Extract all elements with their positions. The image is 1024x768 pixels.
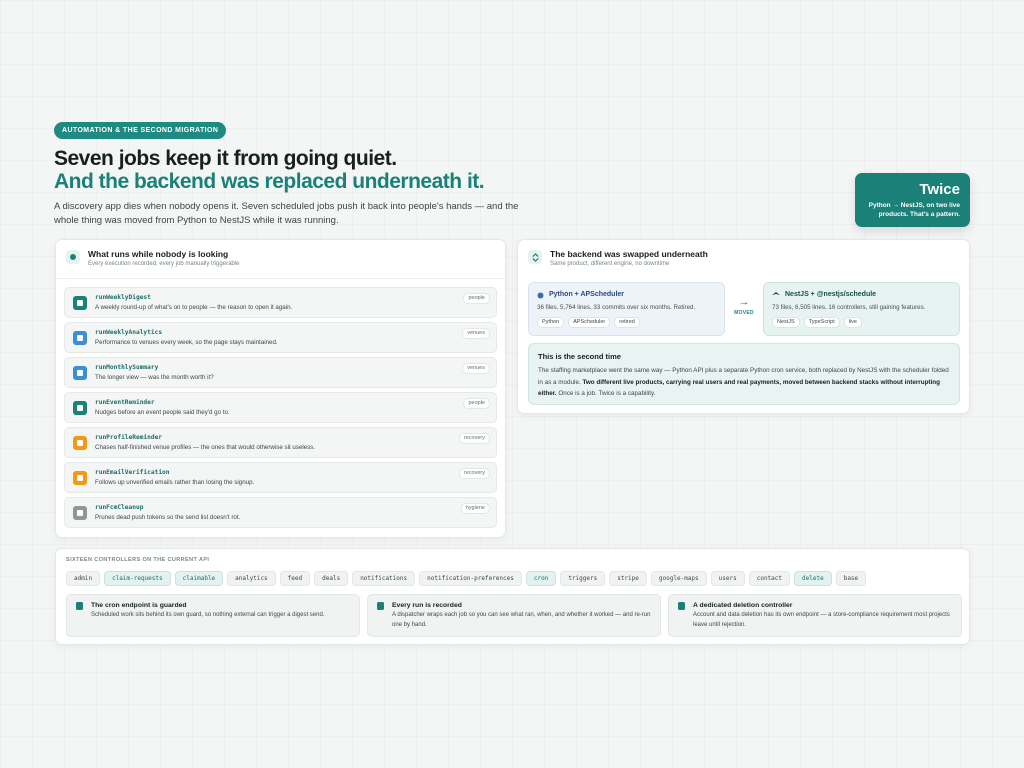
- twice-title: Twice: [919, 181, 960, 198]
- job-tag: recovery: [459, 433, 490, 444]
- feature-title: A dedicated deletion controller: [693, 602, 793, 609]
- headline-line-1: Seven jobs keep it from going quiet.: [54, 147, 397, 170]
- old-stack-heading: [537, 290, 716, 300]
- jobs-card-subtitle: Every execution recorded, every job manually triggerable: [88, 261, 240, 267]
- jobs-card-title: What runs while nobody is looking: [88, 249, 229, 259]
- feature-title: The cron endpoint is guarded: [91, 602, 187, 609]
- backend-card-title: The backend was swapped underneath: [550, 249, 708, 259]
- second-time-body-1: The staffing marketplace went the same way — Python API plus a separate Python cron service, both replaced by NestJS with the scheduler folded in as a module.: [538, 367, 949, 386]
- controller-chip: base: [836, 571, 866, 586]
- controller-chip: notifications: [352, 571, 415, 586]
- old-stack-tag: Python: [537, 317, 564, 328]
- swap-icon: [528, 250, 542, 264]
- new-stack-tags: [772, 317, 951, 328]
- job-desc: Follows up unverified emails rather than losing the signup.: [95, 479, 255, 486]
- old-stack-tags: [537, 317, 716, 328]
- controllers-list: [66, 571, 866, 586]
- job-tag: venues: [462, 328, 490, 339]
- moved-indicator: [728, 296, 760, 316]
- controller-chip: claimable: [175, 571, 224, 586]
- job-name: runFcmCleanup: [95, 504, 144, 511]
- controller-chip: users: [711, 571, 745, 586]
- trash-icon: [678, 602, 685, 610]
- controllers-label: SIXTEEN CONTROLLERS ON THE CURRENT API: [66, 557, 210, 563]
- old-stack-panel: [528, 282, 725, 336]
- job-icon: [73, 436, 87, 450]
- feature-desc: Account and data deletion has its own endpoint — a store-compliance requirement most projects leave until rejection.: [693, 612, 950, 628]
- job-row[interactable]: [64, 497, 497, 528]
- job-tag: people: [463, 398, 490, 409]
- job-icon: [73, 366, 87, 380]
- jobs-card: [55, 239, 506, 538]
- controller-chip: delete: [794, 571, 832, 586]
- moved-label: MOVED: [734, 310, 754, 316]
- lock-icon: [76, 602, 83, 610]
- job-row[interactable]: [64, 392, 497, 423]
- controller-chip: google-maps: [651, 571, 707, 586]
- job-icon: [73, 506, 87, 520]
- job-row[interactable]: [64, 357, 497, 388]
- controller-chip: analytics: [227, 571, 276, 586]
- job-icon: [73, 471, 87, 485]
- page-headline: [54, 147, 614, 193]
- new-stack-tag: NestJS: [772, 317, 800, 328]
- controllers-card: [55, 548, 970, 645]
- job-tag: venues: [462, 363, 490, 374]
- job-icon: [73, 401, 87, 415]
- controller-chip: stripe: [609, 571, 647, 586]
- job-row[interactable]: [64, 427, 497, 458]
- controller-chip: deals: [314, 571, 348, 586]
- job-desc: Prunes dead push tokens so the send list doesn't rot.: [95, 514, 241, 521]
- new-stack-panel: [763, 282, 960, 336]
- feature-box: [668, 594, 962, 637]
- job-tag: recovery: [459, 468, 490, 479]
- backend-card-header: [518, 240, 969, 278]
- new-stack-desc: 73 files, 6,505 lines, 16 controllers, still gaining features.: [772, 304, 926, 311]
- new-stack-tag: TypeScript: [804, 317, 840, 328]
- document-icon: [377, 602, 384, 610]
- new-stack-tag: live: [844, 317, 862, 328]
- job-row[interactable]: [64, 287, 497, 318]
- new-stack-title: NestJS + @nestjs/schedule: [785, 291, 877, 298]
- second-time-panel: [528, 343, 960, 405]
- headline-line-2: And the backend was replaced underneath it.: [54, 170, 485, 193]
- backend-card-subtitle: Same product, different engine, no downtime: [550, 261, 670, 267]
- job-name: runMonthlySummary: [95, 364, 159, 371]
- feature-box: [66, 594, 360, 637]
- feature-desc: Scheduled work sits behind its own guard, so nothing external can trigger a digest send.: [91, 612, 325, 618]
- old-stack-tag: APScheduler: [568, 317, 610, 328]
- job-desc: A weekly round-up of what's on to people — the reason to open it again.: [95, 304, 293, 311]
- feature-desc: A dispatcher wraps each job so you can see what ran, when, and whether it worked — and re-run one by hand.: [392, 612, 651, 628]
- job-name: runWeeklyAnalytics: [95, 329, 163, 336]
- python-dot-icon: [537, 292, 544, 299]
- job-name: runEmailVerification: [95, 469, 170, 476]
- old-stack-title: Python + APScheduler: [549, 291, 625, 298]
- controller-chip: cron: [526, 571, 556, 586]
- features-list: [66, 594, 962, 637]
- job-tag: people: [463, 293, 490, 304]
- controller-chip: claim-requests: [104, 571, 171, 586]
- jobs-card-header: [56, 240, 505, 279]
- job-name: runEventReminder: [95, 399, 155, 406]
- nestjs-logo-icon: [772, 292, 780, 299]
- job-desc: Chases half-finished venue profiles — the ones that would otherwise sit useless.: [95, 444, 316, 451]
- backend-card: [517, 239, 970, 414]
- twice-body: Python → NestJS, on two live products. That's a pattern.: [868, 202, 960, 218]
- job-tag: hygiene: [461, 503, 490, 514]
- arrow-right-icon: →: [738, 296, 750, 308]
- job-desc: Nudges before an event people said they'd go to.: [95, 409, 230, 416]
- status-dot-icon: [66, 250, 80, 264]
- section-eyebrow: AUTOMATION & THE SECOND MIGRATION: [54, 122, 226, 139]
- job-icon: [73, 331, 87, 345]
- second-time-body: [538, 365, 950, 400]
- twice-callout: [855, 173, 970, 227]
- controller-chip: admin: [66, 571, 100, 586]
- second-time-body-bold: Two different live products, carrying real users and real payments, moved between backend stacks without interrupting either.: [538, 378, 940, 397]
- job-name: runProfileReminder: [95, 434, 163, 441]
- second-time-title: This is the second time: [538, 352, 621, 361]
- job-desc: Performance to venues every week, so the page stays maintained.: [95, 339, 278, 346]
- second-time-body-2: Once is a job. Twice is a capability.: [558, 390, 656, 397]
- lede-paragraph: A discovery app dies when nobody opens it. Seven scheduled jobs push it back into people's hands — and the whole thing was moved from Python to NestJS while it was running.: [54, 201, 519, 226]
- job-desc: The longer view — was the month worth it?: [95, 374, 214, 381]
- controller-chip: contact: [749, 571, 790, 586]
- old-stack-desc: 36 files, 5,764 lines, 33 commits over six months. Retired.: [537, 304, 696, 311]
- jobs-list: [56, 279, 505, 528]
- controller-chip: notification-preferences: [419, 571, 522, 586]
- job-row[interactable]: [64, 322, 497, 353]
- new-stack-heading: [772, 290, 951, 300]
- controller-chip: feed: [280, 571, 310, 586]
- job-row[interactable]: [64, 462, 497, 493]
- feature-title: Every run is recorded: [392, 602, 462, 609]
- feature-box: [367, 594, 661, 637]
- controller-chip: triggers: [560, 571, 605, 586]
- job-name: runWeeklyDigest: [95, 294, 151, 301]
- old-stack-tag: retired: [614, 317, 640, 328]
- job-icon: [73, 296, 87, 310]
